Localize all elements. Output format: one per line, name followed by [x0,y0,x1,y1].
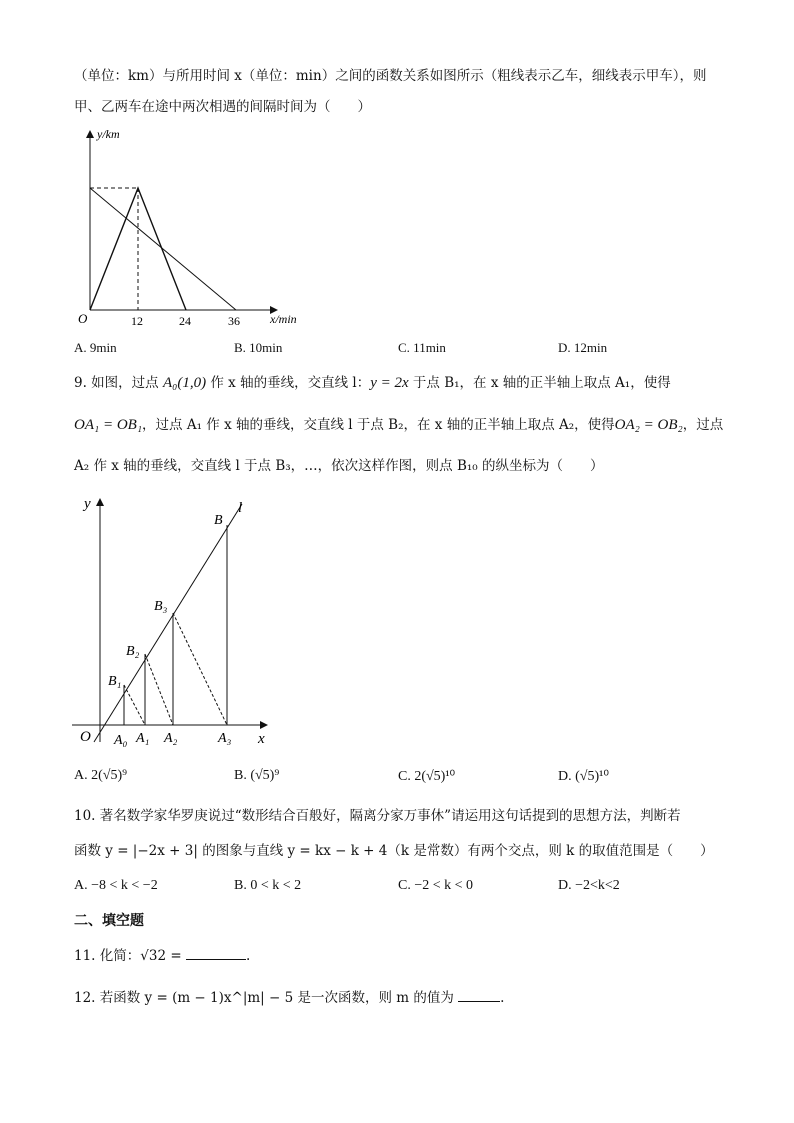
q9-line2-d: ，过点 [682,417,724,433]
q9-option-d[interactable]: D. (√5)¹⁰ [558,769,609,784]
q9-b3-label: B₃ [154,599,168,614]
q9-line2-b: ，过点 A₁ 作 x 轴的垂线，交直线 l 于点 B₂，在 x 轴的正半轴上取点 A₂，使得 [142,417,615,433]
q8-option-b[interactable]: B. 10min [234,340,283,355]
q9-option-b[interactable]: B. (√5)⁹ [234,768,280,783]
q8-line2: 甲、乙两车在途中两次相遇的间隔时间为（ ） [74,99,371,115]
q9-d-b2a2 [145,654,173,725]
q9-b-label: B [214,513,223,528]
q8-option-a[interactable]: A. 9min [74,340,117,355]
q9-line3: A₂ 作 x 轴的垂线，交直线 l 于点 B₃，…，依次这样作图，则点 B₁₀ 的纵坐标为（ ） [74,458,604,474]
q9-line2 [74,415,723,435]
q9-option-a[interactable]: A. 2(√5)⁹ [74,768,127,783]
q9-a0-label: A₀ [114,733,128,748]
q8-option-d[interactable]: D. 12min [558,340,608,355]
q9-b2-label: B₂ [126,644,140,659]
q8-line1: （单位：km）与所用时间 x（单位：min）之间的函数关系如图所示（粗线表示乙车，细线表示甲车），则 [74,68,707,84]
q9-eq: y = 2x [370,375,409,391]
q8-origin: O [78,311,88,326]
q9-point-a0: A₀(1,0) [162,375,207,391]
q10-option-d[interactable]: D. −2<k<2 [558,878,620,893]
q12-line [74,987,504,1008]
q9-graph [66,490,286,752]
q11-blank[interactable] [186,945,246,960]
q9-option-c[interactable]: C. 2(√5)¹⁰ [398,769,456,784]
q11-end: . [245,948,251,964]
q9-o-label: O [80,729,91,745]
q10-option-b[interactable]: B. 0 < k < 2 [234,878,302,893]
q8-tick-36: 36 [228,314,240,328]
q9-x-label: x [258,731,265,747]
q9-a2-label: A₂ [164,731,178,746]
q8-tick-24: 24 [179,314,191,328]
q9-line1-a: 9. 如图，过点 [74,375,163,391]
q9-a1-label: A₁ [136,731,150,746]
q11-text: 11. 化简：√32 = [74,948,182,964]
q8-line-jia [90,188,236,310]
q10-line1: 10. 著名数学家华罗庚说过“数形结合百般好，隔离分家万事休”请运用这句话提到的思想方法，判断若 [74,808,681,824]
q8-graph [70,122,310,334]
q9-line1-c: 于点 B₁，在 x 轴的正半轴上取点 A₁，使得 [408,375,671,391]
q9-line-l [94,504,242,742]
q8-ylabel: y/km [97,127,120,141]
q8-tick-12: 12 [131,314,143,328]
q8-line-yi [90,188,186,310]
q9-a3-label: A₃ [218,731,232,746]
q10-line2: 函数 y = |−2x + 3| 的图象与直线 y = kx − k + 4（k 是常数）有两个交点，则 k 的取值范围是（ ） [74,843,714,859]
q9-y-label: y [84,496,91,512]
q12-end: . [500,990,505,1006]
q9-d-b3a3 [173,613,227,725]
q9-line1 [74,373,671,393]
q11-line [74,945,250,966]
q9-d-b1a1 [124,685,145,725]
q10-option-c[interactable]: C. −2 < k < 0 [398,878,474,893]
q8-option-c[interactable]: C. 11min [398,340,446,355]
q12-blank[interactable] [458,987,500,1002]
q9-oa1: OA₁ = OB₁ [74,417,143,433]
q9-oa2: OA₂ = OB₂ [614,417,683,433]
q9-line1-b: 作 x 轴的垂线，交直线 l： [206,375,371,391]
q12-text: 12. 若函数 y = (m − 1)x^|m| − 5 是一次函数，则 m 的值为 [74,990,454,1006]
section-heading: 二、填空题 [74,913,144,929]
q8-xlabel: x/min [270,312,297,326]
q9-l-label: l [238,500,243,516]
q10-option-a[interactable]: A. −8 < k < −2 [74,878,158,893]
q9-b1-label: B₁ [108,674,122,689]
